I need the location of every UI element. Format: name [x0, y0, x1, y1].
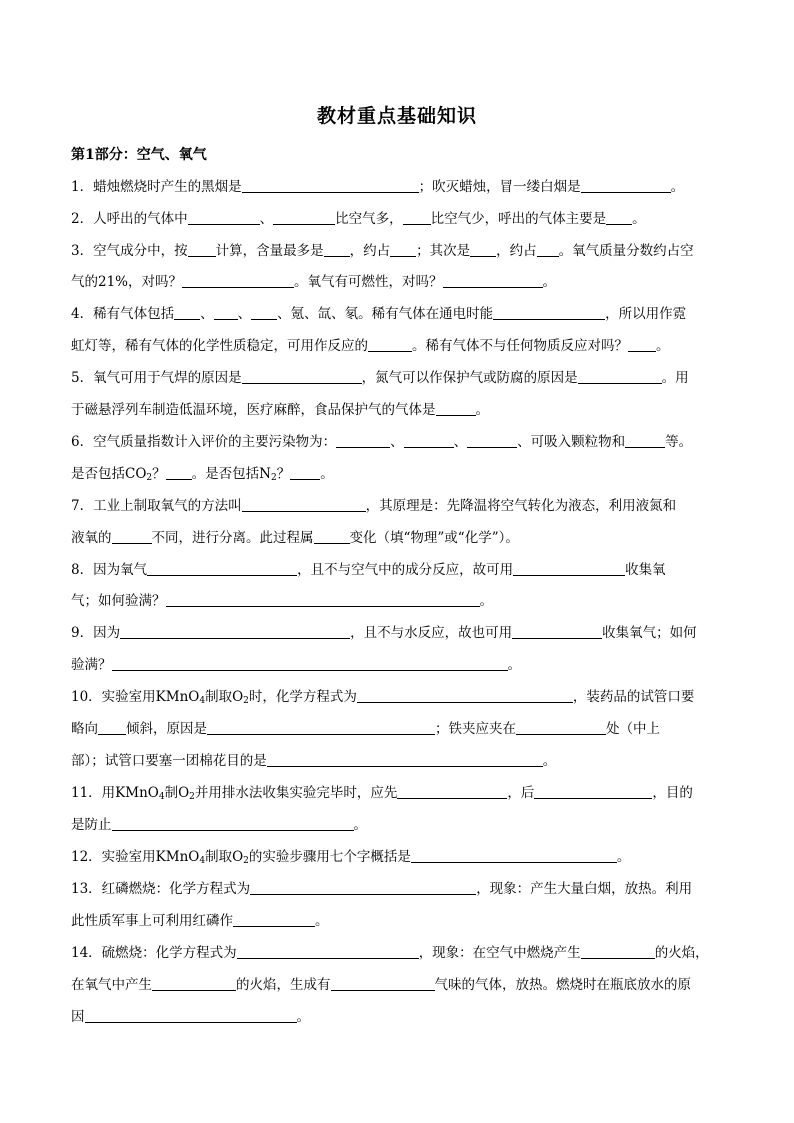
question-line [71, 847, 731, 867]
question-text: 。 [632, 211, 646, 227]
question-text: ？ [152, 466, 166, 482]
question-text: 验满？ [71, 657, 112, 673]
answer-blank[interactable] [606, 210, 632, 225]
question-line [71, 464, 731, 484]
question-text: 。 [670, 179, 685, 195]
answer-blank[interactable] [147, 561, 297, 576]
answer-blank[interactable] [273, 210, 335, 225]
question-text: 。 [507, 657, 521, 673]
question-line [71, 943, 731, 963]
answer-blank[interactable] [513, 561, 625, 576]
answer-blank[interactable] [314, 529, 350, 544]
answer-blank[interactable] [537, 242, 559, 257]
answer-blank[interactable] [578, 369, 662, 384]
subscript: 2 [146, 473, 153, 483]
answer-blank[interactable] [242, 497, 366, 512]
question-text: 2．人呼出的气体中 [71, 211, 188, 227]
question-text: ，后 [507, 785, 535, 801]
question-text: 。 [320, 466, 334, 482]
answer-blank[interactable] [625, 433, 665, 448]
question-text: 制取O [205, 849, 244, 865]
question-text: ，且不与空气中的成分反应，故可用 [297, 562, 514, 578]
question-text: 13．红磷燃烧：化学方程式为 [71, 881, 251, 897]
answer-blank[interactable] [182, 273, 294, 288]
question-text: 气的21%，对吗？ [71, 274, 183, 290]
question-text: ，装药品的试管口要 [572, 689, 695, 705]
answer-blank[interactable] [112, 529, 152, 544]
question-line [71, 751, 731, 771]
answer-blank[interactable] [237, 944, 419, 959]
subscript: 4 [158, 792, 165, 802]
question-line [71, 560, 731, 580]
answer-blank[interactable] [188, 210, 260, 225]
question-text: 处（中上 [606, 721, 660, 737]
answer-blank[interactable] [467, 433, 517, 448]
question-text: 制取O [205, 689, 244, 705]
question-text: 、 [390, 434, 404, 450]
question-line [71, 209, 731, 229]
question-text: 并用排水法收集实验完毕时，应先 [194, 785, 398, 801]
question-text: 因 [71, 1009, 85, 1025]
question-text: 。氧气质量分数约占空 [558, 243, 694, 259]
question-line [71, 177, 731, 197]
question-text: 。 [475, 402, 489, 418]
question-line [71, 719, 731, 739]
question-text: 、 [200, 306, 214, 322]
question-text: 6．空气质量指数计入评价的主要污染物为： [71, 434, 337, 450]
question-text: 4．稀有气体包括 [71, 306, 175, 322]
question-text: 制O [164, 785, 190, 801]
answer-blank[interactable] [357, 688, 573, 703]
page-title: 教材重点基础知识 [316, 105, 477, 127]
question-text: ；吹灭蜡烛，冒一缕白烟是 [418, 179, 581, 195]
answer-blank[interactable] [174, 305, 200, 320]
question-text: 计算，含量最多是 [215, 243, 324, 259]
question-text: 。是否包括N [191, 466, 271, 482]
question-text: ；铁夹应夹在 [435, 721, 516, 737]
answer-blank[interactable] [120, 624, 350, 639]
question-text: 。 [542, 274, 557, 290]
question-text: 8．因为氧气 [71, 562, 148, 578]
subscript: 4 [199, 856, 206, 866]
question-text: ，其原理是：先降温将空气转化为液态，利用液氮和 [365, 498, 677, 514]
question-text: ？ [276, 466, 291, 482]
question-line [71, 911, 731, 931]
subscript: 2 [243, 696, 249, 706]
question-line [71, 815, 731, 835]
question-text: 3．空气成分中，按 [71, 243, 188, 259]
question-text: 的火焰，生成有 [236, 977, 331, 993]
question-line [71, 1007, 731, 1027]
question-text: 。 [616, 849, 631, 865]
answer-blank[interactable] [403, 210, 431, 225]
question-line [71, 368, 731, 388]
answer-blank[interactable] [207, 720, 435, 735]
question-text: 、 [237, 306, 252, 322]
answer-blank[interactable] [581, 178, 671, 193]
answer-blank[interactable] [411, 848, 617, 863]
answer-blank[interactable] [242, 369, 362, 384]
question-text: 。 [353, 817, 367, 833]
answer-blank[interactable] [267, 752, 543, 767]
question-text: 1．蜡烛燃烧时产生的黑烟是 [71, 179, 242, 195]
question-text: 11．用KMnO [71, 785, 159, 801]
question-text: ，目的 [652, 785, 693, 801]
answer-blank[interactable] [251, 305, 277, 320]
question-line [71, 496, 731, 516]
answer-blank[interactable] [534, 784, 652, 799]
question-text: 略向 [71, 721, 98, 737]
question-line [71, 336, 731, 356]
question-text: 气；如何验满？ [71, 593, 166, 609]
question-text: 。 [296, 1009, 310, 1025]
question-text: 等。 [665, 434, 693, 450]
question-line [71, 272, 731, 292]
question-text: 5．氧气可用于气焊的原因是 [71, 370, 242, 386]
question-text: 。 [479, 593, 493, 609]
question-text: 12．实验室用KMnO [71, 849, 200, 865]
question-text: 在氧气中产生 [71, 977, 152, 993]
question-text: 液氧的 [71, 530, 112, 546]
question-text: 。用 [661, 370, 689, 386]
question-text: 气味的气体，放热。燃烧时在瓶底放水的原 [434, 977, 691, 993]
question-text: 的火焰， [654, 945, 709, 961]
question-text: 7．工业上制取氧气的方法叫 [71, 498, 242, 514]
answer-blank[interactable] [233, 912, 315, 927]
answer-blank[interactable] [397, 784, 507, 799]
question-text: ，且不与水反应，故也可用 [350, 625, 513, 641]
answer-blank[interactable] [214, 305, 238, 320]
answer-blank[interactable] [516, 720, 606, 735]
question-text: 比空气少，呼出的气体主要是 [430, 211, 607, 227]
section-heading: 第1部分：空气、氧气 [71, 147, 207, 163]
answer-blank[interactable] [493, 305, 605, 320]
question-text: 9．因为 [71, 625, 121, 641]
question-line [71, 528, 731, 548]
question-text: ，现象：在空气中燃烧产生 [418, 945, 581, 961]
question-text: 收集氧 [625, 562, 666, 578]
question-text: ，所以用作霓 [605, 306, 687, 322]
question-line [71, 879, 731, 899]
answer-blank[interactable] [368, 337, 412, 352]
answer-blank[interactable] [112, 816, 354, 831]
question-text: 此性质军事上可利用红磷作 [71, 913, 233, 929]
question-text: 的实验步骤用七个字概括是 [248, 849, 411, 865]
question-text: ，现象：产生大量白烟，放热。利用 [476, 881, 693, 897]
question-text: 虹灯等，稀有气体的化学性质稳定，可用作反应的 [71, 338, 368, 354]
question-line [71, 432, 731, 452]
answer-blank[interactable] [112, 656, 508, 671]
question-text: 。 [656, 338, 670, 354]
question-text: 。 [542, 753, 557, 769]
answer-blank[interactable] [85, 1008, 297, 1023]
question-line [71, 623, 731, 643]
subscript: 2 [243, 856, 249, 866]
question-text: 时，化学方程式为 [248, 689, 357, 705]
question-text: 、氪、氙、氡。稀有气体在通电时能 [277, 306, 494, 322]
question-line [71, 304, 731, 324]
question-text: 变化（填“物理”或“化学”）。 [349, 530, 519, 546]
answer-blank[interactable] [443, 273, 543, 288]
question-text: 。稀有气体不与任何物质反应对吗？ [412, 338, 628, 354]
question-line [71, 400, 731, 420]
question-text: ；其次是 [416, 243, 471, 259]
question-line [71, 591, 731, 611]
question-text: ，氮气可以作保护气或防腐的原因是 [361, 370, 578, 386]
question-text: 不同，进行分离。此过程属 [151, 530, 314, 546]
answer-blank[interactable] [581, 944, 655, 959]
question-text: 14．硫燃烧：化学方程式为 [71, 945, 237, 961]
answer-blank[interactable] [188, 242, 216, 257]
question-text: 是否包括CO [71, 466, 147, 482]
subscript: 2 [270, 473, 277, 483]
answer-blank[interactable] [166, 592, 480, 607]
subscript: 4 [199, 696, 206, 706]
question-line [71, 975, 731, 995]
question-text: 比空气多， [335, 211, 403, 227]
answer-blank[interactable] [152, 976, 236, 991]
answer-blank[interactable] [404, 433, 454, 448]
answer-blank[interactable] [166, 465, 192, 480]
question-line [71, 783, 731, 803]
question-text: 。 [315, 913, 329, 929]
question-text: ，约占 [496, 243, 537, 259]
question-text: 收集氧气；如何 [602, 625, 697, 641]
answer-blank[interactable] [390, 242, 416, 257]
answer-blank[interactable] [331, 976, 435, 991]
question-text: 、 [259, 211, 274, 227]
answer-blank[interactable] [470, 242, 496, 257]
question-text: ，约占 [349, 243, 391, 259]
question-text: 倾斜，原因是 [126, 721, 207, 737]
answer-blank[interactable] [98, 720, 126, 735]
question-line [71, 687, 731, 707]
answer-blank[interactable] [436, 401, 476, 416]
answer-blank[interactable] [512, 624, 602, 639]
question-text: 是防止 [71, 817, 112, 833]
answer-blank[interactable] [242, 178, 419, 193]
subscript: 2 [189, 792, 195, 802]
answer-blank[interactable] [628, 337, 656, 352]
question-text: 、可吸入颗粒物和 [517, 434, 626, 450]
answer-blank[interactable] [290, 465, 320, 480]
question-text: 10．实验室用KMnO [71, 689, 200, 705]
answer-blank[interactable] [336, 433, 390, 448]
question-text: 。氧气有可燃性，对吗？ [294, 274, 443, 290]
question-line [71, 655, 731, 675]
question-text: 于磁悬浮列车制造低温环境，医疗麻醉，食品保护气的气体是 [71, 402, 436, 418]
question-text: 部）；试管口要塞一团棉花目的是 [71, 753, 267, 769]
answer-blank[interactable] [324, 242, 350, 257]
question-line [71, 241, 731, 261]
question-text: 、 [453, 434, 468, 450]
answer-blank[interactable] [250, 880, 476, 895]
